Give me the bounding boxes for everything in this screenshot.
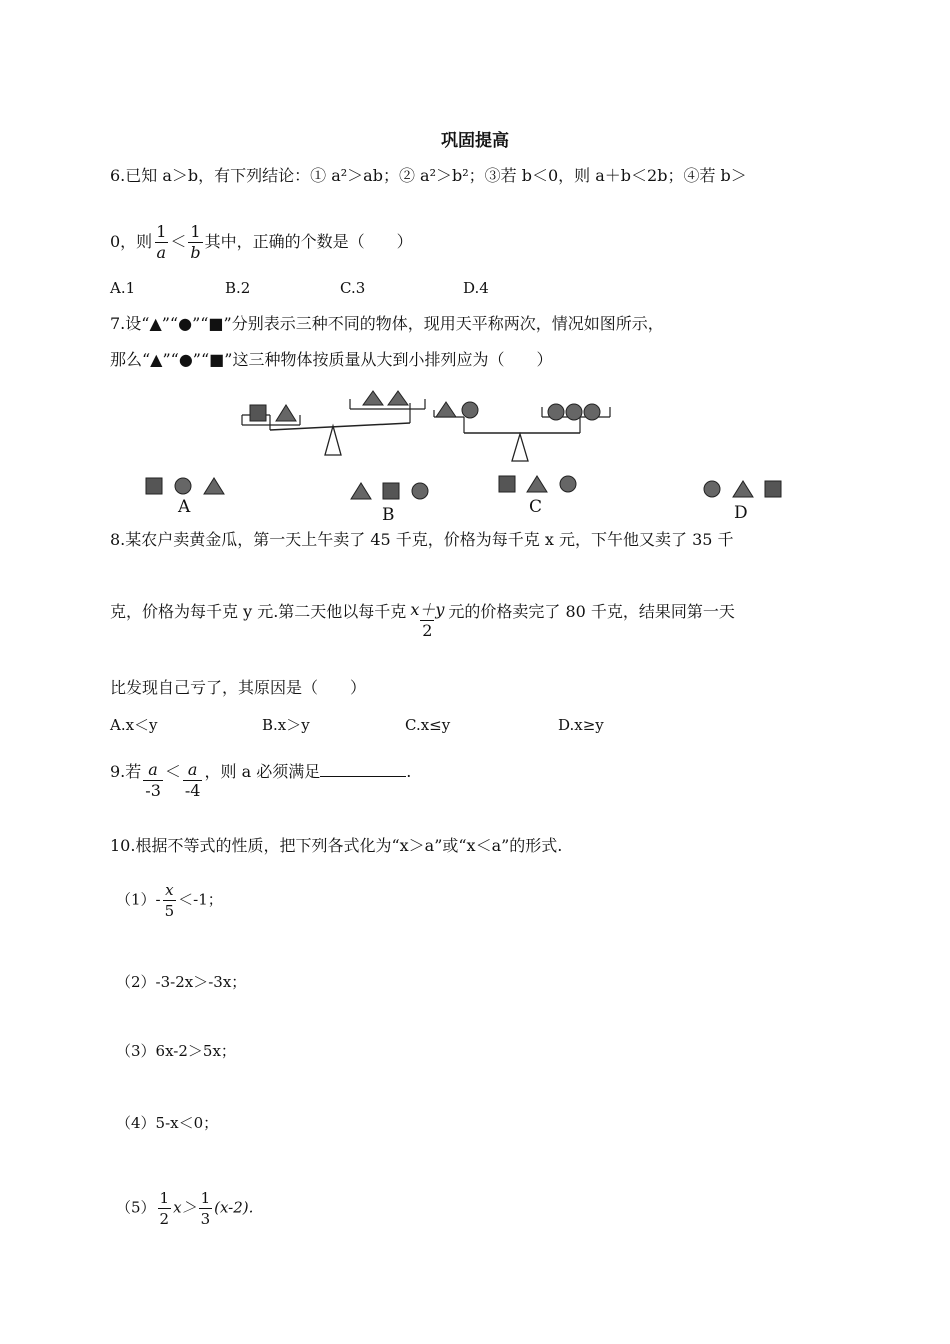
q9-line [110, 760, 411, 801]
balance-figure [230, 385, 620, 465]
q10-p1-rest: ＜-1； [178, 890, 223, 909]
square-icon [382, 482, 400, 500]
triangle-icon [203, 477, 225, 495]
q10-p1-num: x [165, 881, 174, 899]
q6-lt: ＜ [170, 232, 187, 251]
q9-frac1-num: a [148, 760, 158, 779]
q7-option-c-shapes [498, 474, 578, 494]
q10-p1-label: （1）- [116, 890, 161, 909]
q10-p5-label: （5） [116, 1198, 156, 1217]
triangle-icon [526, 475, 548, 493]
q9-prefix: 9.若 [110, 762, 142, 781]
square-icon [498, 475, 516, 493]
q10-stem: 10.根据不等式的性质，把下列各式化为“x＞a”或“x＜a”的形式. [110, 836, 563, 855]
q10-part1 [116, 880, 223, 921]
triangle-icon [436, 402, 456, 417]
q6-frac2-den: b [190, 243, 201, 262]
q8-option-b: B.x＞y [262, 716, 310, 734]
q9-frac2-den: -4 [184, 781, 201, 800]
q6-line1: 6.已知 a＞b，有下列结论：① a²＞ab；② a²＞b²；③若 b＜0，则 a＋b＜2b；④若 b＞ [110, 166, 747, 185]
circle-icon [173, 476, 193, 496]
q6-line2-prefix: 0，则 [110, 232, 153, 251]
q10-p5-fraction-2 [199, 1188, 213, 1229]
q8-line3: 比发现自己亏了，其原因是（ ） [110, 678, 367, 697]
q9-frac1-den: -3 [145, 781, 161, 800]
q7-line2: 那么“▲”“●”“■”这三种物体按质量从大到小排列应为（ ） [110, 350, 553, 369]
square-icon [250, 405, 266, 421]
q9-fraction-2 [183, 760, 203, 801]
square-icon [764, 480, 782, 498]
q10-p5-f2-num: 1 [200, 1189, 211, 1207]
q6-option-b: B.2 [225, 279, 251, 297]
circle-icon [548, 404, 564, 420]
q10-p5-fraction-1 [158, 1188, 172, 1229]
q8-line1: 8.某农户卖黄金瓜，第一天上午卖了 45 千克，价格为每千克 x 元，下午他又卖了 35 千 [110, 530, 734, 549]
q6-line2-suffix: 其中，正确的个数是（ ） [204, 232, 413, 251]
q6-option-d: D.4 [463, 279, 489, 297]
q10-part5 [116, 1188, 253, 1229]
q8-option-c: C.x≤y [405, 716, 451, 734]
q10-p5-mid: x＞ [173, 1198, 197, 1217]
q6-option-a: A.1 [110, 279, 136, 297]
section-title: 巩固提高 [441, 131, 509, 151]
q10-p5-f2-den: 3 [200, 1210, 211, 1228]
balance-right [434, 402, 610, 461]
q8-option-d: D.x≥y [558, 716, 604, 734]
q9-frac2-num: a [187, 760, 198, 779]
q6-line2 [110, 222, 413, 263]
fulcrum-icon [512, 434, 528, 461]
q10-p1-fraction [163, 880, 177, 921]
q10-p5-f1-den: 2 [159, 1210, 170, 1228]
q6-frac1-num: 1 [156, 222, 167, 241]
q8-fraction [408, 600, 446, 641]
q10-p1-den: 5 [164, 902, 175, 920]
triangle-icon [388, 391, 408, 405]
circle-icon [410, 481, 430, 501]
q6-option-c: C.3 [340, 279, 366, 297]
q7-option-a-label: A [178, 497, 191, 517]
q10-part2: （2）-3-2x＞-3x； [116, 973, 247, 991]
q9-suffix: ，则 a 必须满足 [204, 762, 321, 781]
q10-part3: （3）6x-2＞5x； [116, 1042, 236, 1060]
circle-icon [584, 404, 600, 420]
q9-fraction-1 [143, 760, 163, 801]
triangle-icon [363, 391, 383, 405]
q8-option-a: A.x＜y [110, 716, 158, 734]
q8-line2-suffix: 元的价格卖完了 80 千克，结果同第一天 [448, 602, 735, 621]
balance-left [242, 391, 425, 455]
q7-line1: 7.设“▲”“●”“■”分别表示三种不同的物体，现用天平称两次，情况如图所示， [110, 314, 664, 333]
q6-fraction-1 [154, 222, 168, 263]
circle-icon [462, 402, 478, 418]
q7-option-b-label: B [382, 505, 395, 525]
q7-option-d-shapes [702, 479, 782, 499]
q10-p5-rest: (x-2). [214, 1198, 254, 1217]
q8-line2-prefix: 克，价格为每千克 y 元.第二天他以每千克 [110, 602, 407, 621]
q7-option-d-label: D [734, 503, 748, 523]
q9-end: . [406, 762, 412, 781]
q6-fraction-2 [188, 222, 202, 263]
triangle-icon [276, 405, 296, 421]
q7-option-c-label: C [529, 497, 543, 517]
q8-line2 [110, 600, 735, 641]
q6-frac1-den: a [156, 243, 167, 262]
q9-answer-blank[interactable] [320, 760, 406, 777]
triangle-icon [350, 482, 372, 500]
q10-part4: （4）5-x＜0； [116, 1114, 219, 1132]
q9-lt: ＜ [164, 762, 181, 781]
q10-p5-f1-num: 1 [159, 1189, 170, 1207]
q7-option-a-shapes [145, 476, 225, 496]
circle-icon [702, 479, 722, 499]
q8-frac-num: x＋y [410, 600, 445, 619]
circle-icon [558, 474, 578, 494]
triangle-icon [732, 480, 754, 498]
fulcrum-icon [325, 426, 341, 455]
circle-icon [566, 404, 582, 420]
q7-option-b-shapes [350, 481, 430, 501]
square-icon [145, 477, 163, 495]
q8-frac-den: 2 [422, 621, 433, 640]
q6-frac2-num: 1 [190, 222, 201, 241]
